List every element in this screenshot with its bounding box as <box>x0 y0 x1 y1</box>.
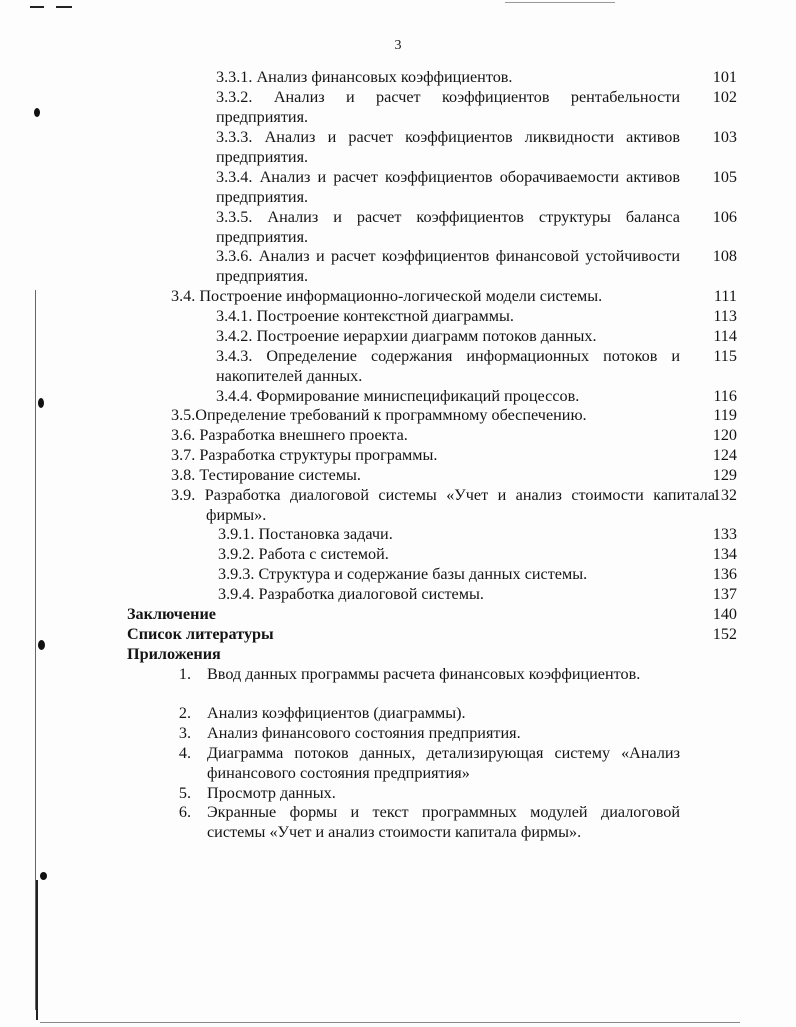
toc-entry: 3.4.3. Определение содержания информационных потоков и накопителей данных. 115 <box>216 347 737 385</box>
toc-page-number: 116 <box>713 387 737 405</box>
toc-page-number: 119 <box>713 406 737 424</box>
toc-page-number: 101 <box>712 68 737 86</box>
toc-section-heading: Список литературы 152 <box>127 625 737 643</box>
page-number: 3 <box>394 38 402 53</box>
toc-page-number: 111 <box>713 287 737 305</box>
toc-page-number: 136 <box>712 565 737 583</box>
toc-page-number: 115 <box>713 347 737 365</box>
toc-entry: 3.6. Разработка внешнего проекта. 120 <box>171 426 737 444</box>
appendix-item: 5. Просмотр данных. <box>178 784 336 802</box>
toc-entry: 3.4.1. Построение контекстной диаграммы. 113 <box>216 307 737 325</box>
toc-entry: 3.3.6. Анализ и расчет коэффициентов финансовой устойчивости предприятия. 108 <box>216 247 737 285</box>
toc-entry: 3.9.4. Разработка диалоговой системы. 137 <box>218 585 737 603</box>
toc-entry: 3.3.5. Анализ и расчет коэффициентов структуры баланса предприятия. 106 <box>216 208 737 246</box>
toc-entry: 3.4.2. Построение иерархии диаграмм потоков данных. 114 <box>216 327 737 345</box>
toc-page-number: 103 <box>712 128 737 146</box>
toc-entry: 3.8. Тестирование системы. 129 <box>171 466 737 484</box>
toc-page-number: 114 <box>713 327 737 345</box>
appendix-item: 2. Анализ коэффициентов (диаграммы). <box>178 704 466 722</box>
toc-section-heading: Приложения <box>127 645 221 663</box>
toc-page-number: 137 <box>712 585 737 603</box>
toc-page-number: 102 <box>712 88 737 106</box>
toc-page-number: 124 <box>712 446 737 464</box>
appendix-item: 3. Анализ финансового состояния предприятия. <box>178 724 521 742</box>
toc-page-number: 113 <box>713 307 737 325</box>
toc-page-number: 152 <box>712 625 737 643</box>
appendix-item: 1. Ввод данных программы расчета финансовых коэффициентов. <box>178 665 641 683</box>
toc-section-heading: Заключение 140 <box>127 605 737 623</box>
toc-page-number: 129 <box>712 466 737 484</box>
toc-page-number: 106 <box>712 208 737 226</box>
toc-page-number: 132 <box>712 486 737 504</box>
toc-entry: 3.3.2. Анализ и расчет коэффициентов рентабельности предприятия. 102 <box>216 88 737 126</box>
toc-page-number: 105 <box>712 168 737 186</box>
toc-entry: 3.3.1. Анализ финансовых коэффициентов. 101 <box>216 68 737 86</box>
toc-page-number: 133 <box>712 525 737 543</box>
toc-entry: 3.5.Определение требований к программному обеспечению. 119 <box>171 406 737 424</box>
toc-entry: 3.3.3. Анализ и расчет коэффициентов ликвидности активов предприятия. 103 <box>216 128 737 166</box>
toc-entry: 3.9.3. Структура и содержание базы данных системы. 136 <box>218 565 737 583</box>
toc-entry: 3.4. Построение информационно-логической модели системы. 111 <box>171 287 737 305</box>
toc-page-number: 134 <box>712 545 737 563</box>
toc-page-number: 108 <box>712 247 737 265</box>
toc-entry: 3.3.4. Анализ и расчет коэффициентов оборачиваемости активов предприятия. 105 <box>216 168 737 206</box>
toc-page-number: 140 <box>712 605 737 623</box>
toc-entry: 3.9.2. Работа с системой. 134 <box>218 545 737 563</box>
toc-entry: 3.9. Разработка диалоговой системы «Учет и анализ стоимости капитала фирмы». 132 <box>171 486 737 524</box>
toc-entry: 3.7. Разработка структуры программы. 124 <box>171 446 737 464</box>
toc-entry: 3.4.4. Формирование миниспецификаций процессов. 116 <box>216 387 737 405</box>
toc-entry: 3.9.1. Постановка задачи. 133 <box>218 525 737 543</box>
appendix-item: 4. Диаграмма потоков данных, детализирующая систему «Анализ финансового состояния предприятия» <box>178 744 680 782</box>
appendix-item: 6. Экранные формы и текст программных модулей диалоговой системы «Учет и анализ стоимости капитала фирмы». <box>178 803 680 841</box>
toc-page-number: 120 <box>712 426 737 444</box>
